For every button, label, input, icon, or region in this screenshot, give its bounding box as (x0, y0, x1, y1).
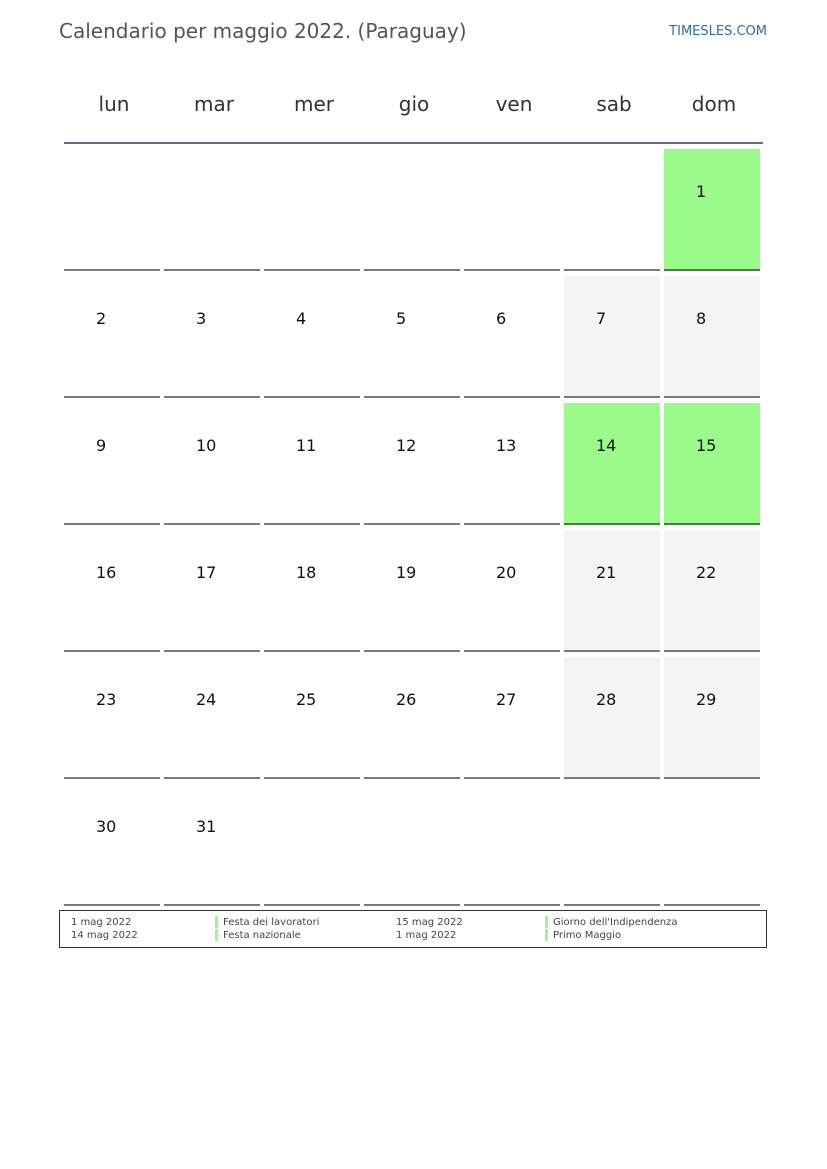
day-number: 21 (596, 563, 617, 582)
legend-color-swatch (215, 916, 218, 928)
day-number: 1 (696, 182, 707, 201)
day-cell-weekend[interactable] (564, 276, 660, 398)
day-cell[interactable] (264, 657, 360, 779)
day-cell-holiday[interactable] (664, 403, 760, 525)
legend-date: 1 mag 2022 (71, 917, 132, 928)
day-cell-empty (464, 149, 560, 271)
day-number: 9 (96, 436, 107, 455)
day-cell[interactable] (464, 403, 560, 525)
day-number: 15 (696, 436, 717, 455)
day-number: 8 (696, 309, 707, 328)
day-cell-weekend[interactable] (564, 657, 660, 779)
week-row (64, 271, 763, 398)
day-cell[interactable] (164, 784, 260, 906)
legend-color-swatch (215, 929, 218, 941)
weekday-label: sab (596, 92, 632, 116)
day-number: 29 (696, 690, 717, 709)
week-row (64, 652, 763, 779)
day-number: 18 (296, 563, 317, 582)
day-number: 19 (396, 563, 417, 582)
legend-holiday-name: Festa dei lavoratori (223, 917, 320, 928)
day-cell-empty (364, 149, 460, 271)
weekday-label: dom (691, 92, 737, 116)
legend-color-swatch (545, 929, 548, 941)
day-cell[interactable] (64, 657, 160, 779)
day-number: 13 (496, 436, 517, 455)
day-number: 24 (196, 690, 217, 709)
day-number: 11 (296, 436, 317, 455)
day-cell[interactable] (164, 403, 260, 525)
day-cell[interactable] (64, 403, 160, 525)
day-cell-empty (364, 784, 460, 906)
day-number: 26 (396, 690, 417, 709)
week-row (64, 525, 763, 652)
day-cell[interactable] (264, 403, 360, 525)
day-cell[interactable] (364, 530, 460, 652)
day-number: 16 (96, 563, 117, 582)
legend-date: 15 mag 2022 (396, 917, 463, 928)
day-number: 3 (196, 309, 207, 328)
weekday-label: ven (495, 92, 533, 116)
day-cell-empty (164, 149, 260, 271)
day-cell-holiday[interactable] (664, 149, 760, 271)
day-number: 14 (596, 436, 617, 455)
calendar-grid (64, 70, 763, 906)
day-cell-empty (264, 784, 360, 906)
day-cell[interactable] (164, 657, 260, 779)
day-cell[interactable] (164, 276, 260, 398)
day-cell-empty (564, 784, 660, 906)
day-number: 27 (496, 690, 517, 709)
day-number: 4 (296, 309, 307, 328)
legend-date: 1 mag 2022 (396, 930, 457, 941)
weekday-label: mer (293, 92, 334, 116)
day-number: 23 (96, 690, 117, 709)
day-cell-weekend[interactable] (664, 276, 760, 398)
page-title: Calendario per maggio 2022. (Paraguay) (59, 19, 467, 43)
day-cell-empty (564, 149, 660, 271)
day-number: 30 (96, 817, 117, 836)
day-cell-empty (464, 784, 560, 906)
weekday-label: mar (194, 92, 234, 116)
day-cell[interactable] (464, 657, 560, 779)
holiday-legend (59, 910, 767, 948)
week-row (64, 779, 763, 906)
day-cell[interactable] (64, 276, 160, 398)
day-number: 6 (496, 309, 507, 328)
day-cell[interactable] (464, 276, 560, 398)
day-cell[interactable] (64, 784, 160, 906)
day-number: 12 (396, 436, 417, 455)
legend-holiday-name: Festa nazionale (223, 930, 301, 941)
weekday-header (64, 70, 763, 144)
week-row (64, 144, 763, 271)
day-number: 7 (596, 309, 607, 328)
day-cell[interactable] (164, 530, 260, 652)
day-cell[interactable] (364, 403, 460, 525)
legend-color-swatch (545, 916, 548, 928)
day-cell-weekend[interactable] (664, 530, 760, 652)
day-cell[interactable] (264, 276, 360, 398)
day-cell-empty (264, 149, 360, 271)
day-cell-empty (64, 149, 160, 271)
legend-holiday-name: Primo Maggio (553, 930, 622, 941)
day-number: 20 (496, 563, 517, 582)
week-row (64, 398, 763, 525)
brand-link[interactable]: TIMESLES.COM (669, 24, 767, 39)
calendar-weeks (64, 144, 763, 906)
day-number: 2 (96, 309, 107, 328)
legend-date: 14 mag 2022 (71, 930, 138, 941)
day-cell[interactable] (264, 530, 360, 652)
day-cell-weekend[interactable] (564, 530, 660, 652)
day-cell-weekend[interactable] (664, 657, 760, 779)
day-cell[interactable] (364, 276, 460, 398)
day-number: 5 (396, 309, 407, 328)
day-number: 22 (696, 563, 717, 582)
weekday-label: lun (98, 92, 130, 116)
day-number: 25 (296, 690, 317, 709)
day-cell[interactable] (364, 657, 460, 779)
day-cell[interactable] (64, 530, 160, 652)
day-cell[interactable] (464, 530, 560, 652)
day-cell-holiday[interactable] (564, 403, 660, 525)
day-number: 31 (196, 817, 217, 836)
legend-holiday-name: Giorno dell'Indipendenza (553, 917, 678, 928)
day-number: 28 (596, 690, 617, 709)
day-cell-empty (664, 784, 760, 906)
weekday-label: gio (398, 92, 430, 116)
day-number: 10 (196, 436, 217, 455)
day-number: 17 (196, 563, 217, 582)
